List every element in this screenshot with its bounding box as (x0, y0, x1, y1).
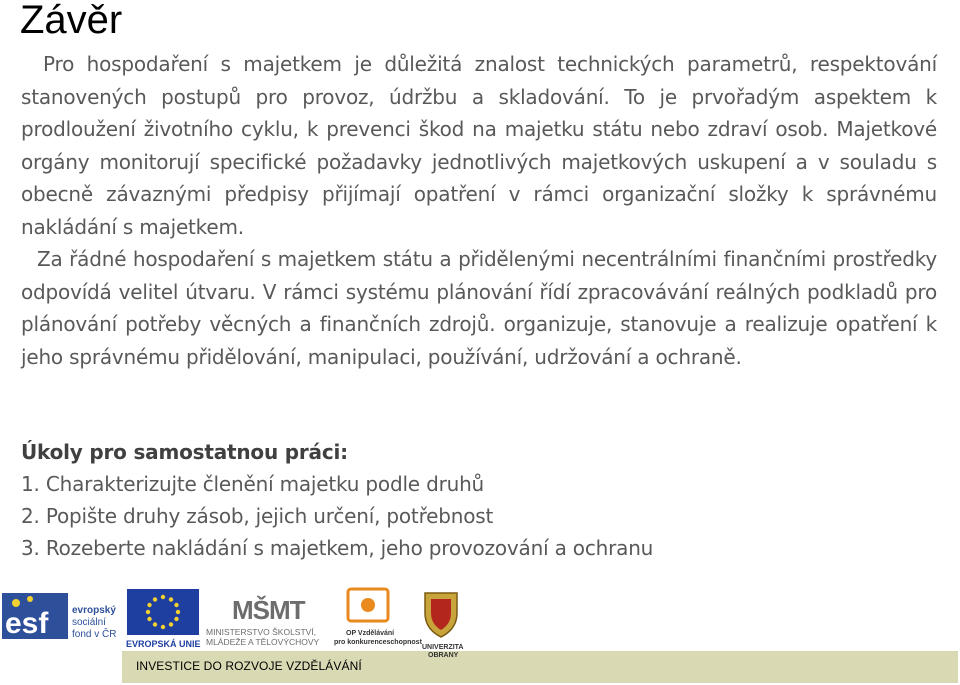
msmt-logo-mark: MŠMT (232, 595, 305, 625)
esf-star-icon (27, 596, 33, 602)
logo-strip (0, 585, 960, 685)
op-logo-figure-icon (361, 598, 375, 612)
eu-logo-label: EVROPSKÁ UNIE (126, 639, 201, 649)
esf-logo (2, 593, 116, 640)
tasks-section (21, 436, 653, 564)
footer (0, 585, 960, 685)
slide-title: Závěr (20, 0, 123, 42)
task-item: 1. Charakterizujte členění majetku podle druhů (21, 472, 485, 496)
tasks-heading: Úkoly pro samostatnou práci: (21, 440, 348, 464)
esf-logo-mark: esf (5, 607, 49, 640)
op-logo-line2: pro konkurenceschopnost (334, 639, 422, 646)
esf-logo-line2: sociální (72, 617, 106, 628)
investment-banner-text: INVESTICE DO ROZVOJE VZDĚLÁVÁNÍ (136, 659, 362, 673)
task-list (21, 468, 653, 564)
paragraph-property-management: Pro hospodaření s majetkem je důležitá znalost technických parametrů, respektování stanovených postupů pro provoz, údržbu a skladování. To je prvořadým aspektem k prodloužení životního cyklu, k prevenci škod na majetku státu nebo zdraví osob. Majetkové orgány monitorují specifické požadavky jednotlivých majetkových uskupení a v souladu s obecně závaznými předpisy přijímají opatření v rámci organizační složky k správnému nakládání s majetkem. (21, 52, 937, 239)
msmt-logo-line2: MLÁDEŽE A TĚLOVÝCHOVY (206, 637, 320, 647)
task-item: 3. Rozeberte nakládání s majetkem, jeho provozování a ochranu (21, 536, 654, 560)
unob-logo-line1: UNIVERZITA (422, 644, 464, 651)
op-logo (334, 589, 423, 646)
msmt-logo (206, 595, 320, 647)
eu-logo (126, 589, 201, 649)
task-item: 2. Popište druhy zásob, jejich určení, potřebnost (21, 504, 494, 528)
esf-star-icon (12, 599, 20, 607)
unob-logo-line2: OBRANY (428, 652, 459, 659)
unob-logo (422, 593, 463, 659)
msmt-logo-line1: MINISTERSTVO ŠKOLSTVÍ, (206, 627, 317, 637)
esf-logo-line1: evropský (72, 605, 116, 616)
esf-logo-line3: fond v ČR (72, 629, 117, 640)
op-logo-line1: OP Vzdělávání (346, 630, 395, 637)
paragraph-commander-responsibility: Za řádné hospodaření s majetkem státu a přidělenými necentrálními finančními prostředky odpovídá velitel útvaru. V rámci systému plánování řídí zpracovávání reálných podkladů pro plánování potřeby věcných a finančních zdrojů. organizuje, stanovuje a realizuje opatření k jeho správnému přidělování, manipulaci, používání, udržování a ochraně. (21, 247, 937, 369)
body-text (21, 48, 937, 373)
